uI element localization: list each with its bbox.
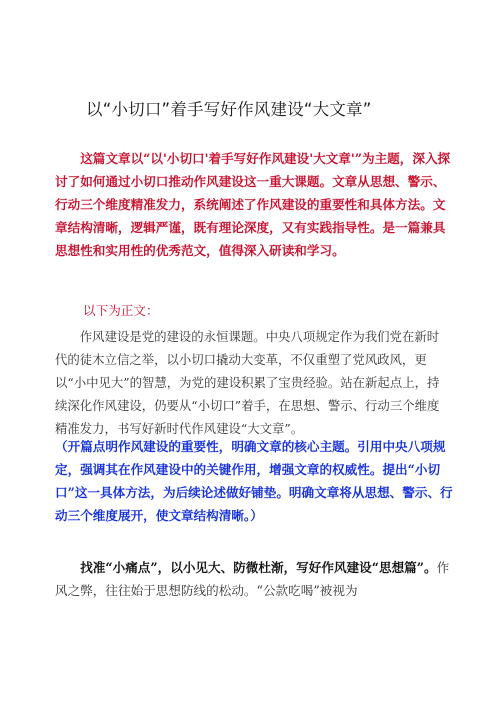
section-text: 作风之弊，往往始于思想防线的松动。“公款吃喝”被视为	[55, 560, 450, 598]
intro-summary	[55, 147, 455, 262]
editor-annotation	[55, 435, 455, 527]
intro-paragraph: 这篇文章以“以'小切口'着手写好作风建设'大文章'”为主题，深入探讨了如何通过小切口推动作风建设这一重大课题。文章从思想、警示、行动三个维度精准发力，系统阐述了作风建设的重要性和具体方法。文章结构清晰，逻辑严谨，既有理论深度，又有实践指导性。是一篇兼具思想性和实用性的优秀范文，值得深入研读和学习。	[55, 151, 451, 258]
section-1	[55, 556, 455, 602]
section-heading: 找准“小痛点”，以小见大、防微杜渐，写好作风建设“思想篇”。	[80, 560, 437, 575]
body-paragraph-1	[55, 325, 451, 440]
body-start-label: 以下为正文：	[83, 303, 159, 318]
annotation-text: （开篇点明作风建设的重要性，明确文章的核心主题。引用中央八项规定，强调其在作风建设中的关键作用，增强文章的权威性。提出“小切口”这一具体方法，为后续论述做好铺垫。明确文章将从思想、警示、行动三个维度展开，使文章结构清晰。）	[55, 439, 453, 523]
paragraph-text: 作风建设是党的建设的永恒课题。中央八项规定作为我们党在新时代的徒木立信之举，以小切口撬动大变革，不仅重塑了党风政风，更以“小中见大”的智慧，为党的建设积累了宝贵经验。站在新起点上，持续深化作风建设，仍要从“小切口”着手，在思想、警示、行动三个维度精准发力，书写好新时代作风建设“大文章”。	[55, 329, 440, 436]
document-title: 以“小切口”着手写好作风建设“大文章”	[86, 100, 372, 119]
